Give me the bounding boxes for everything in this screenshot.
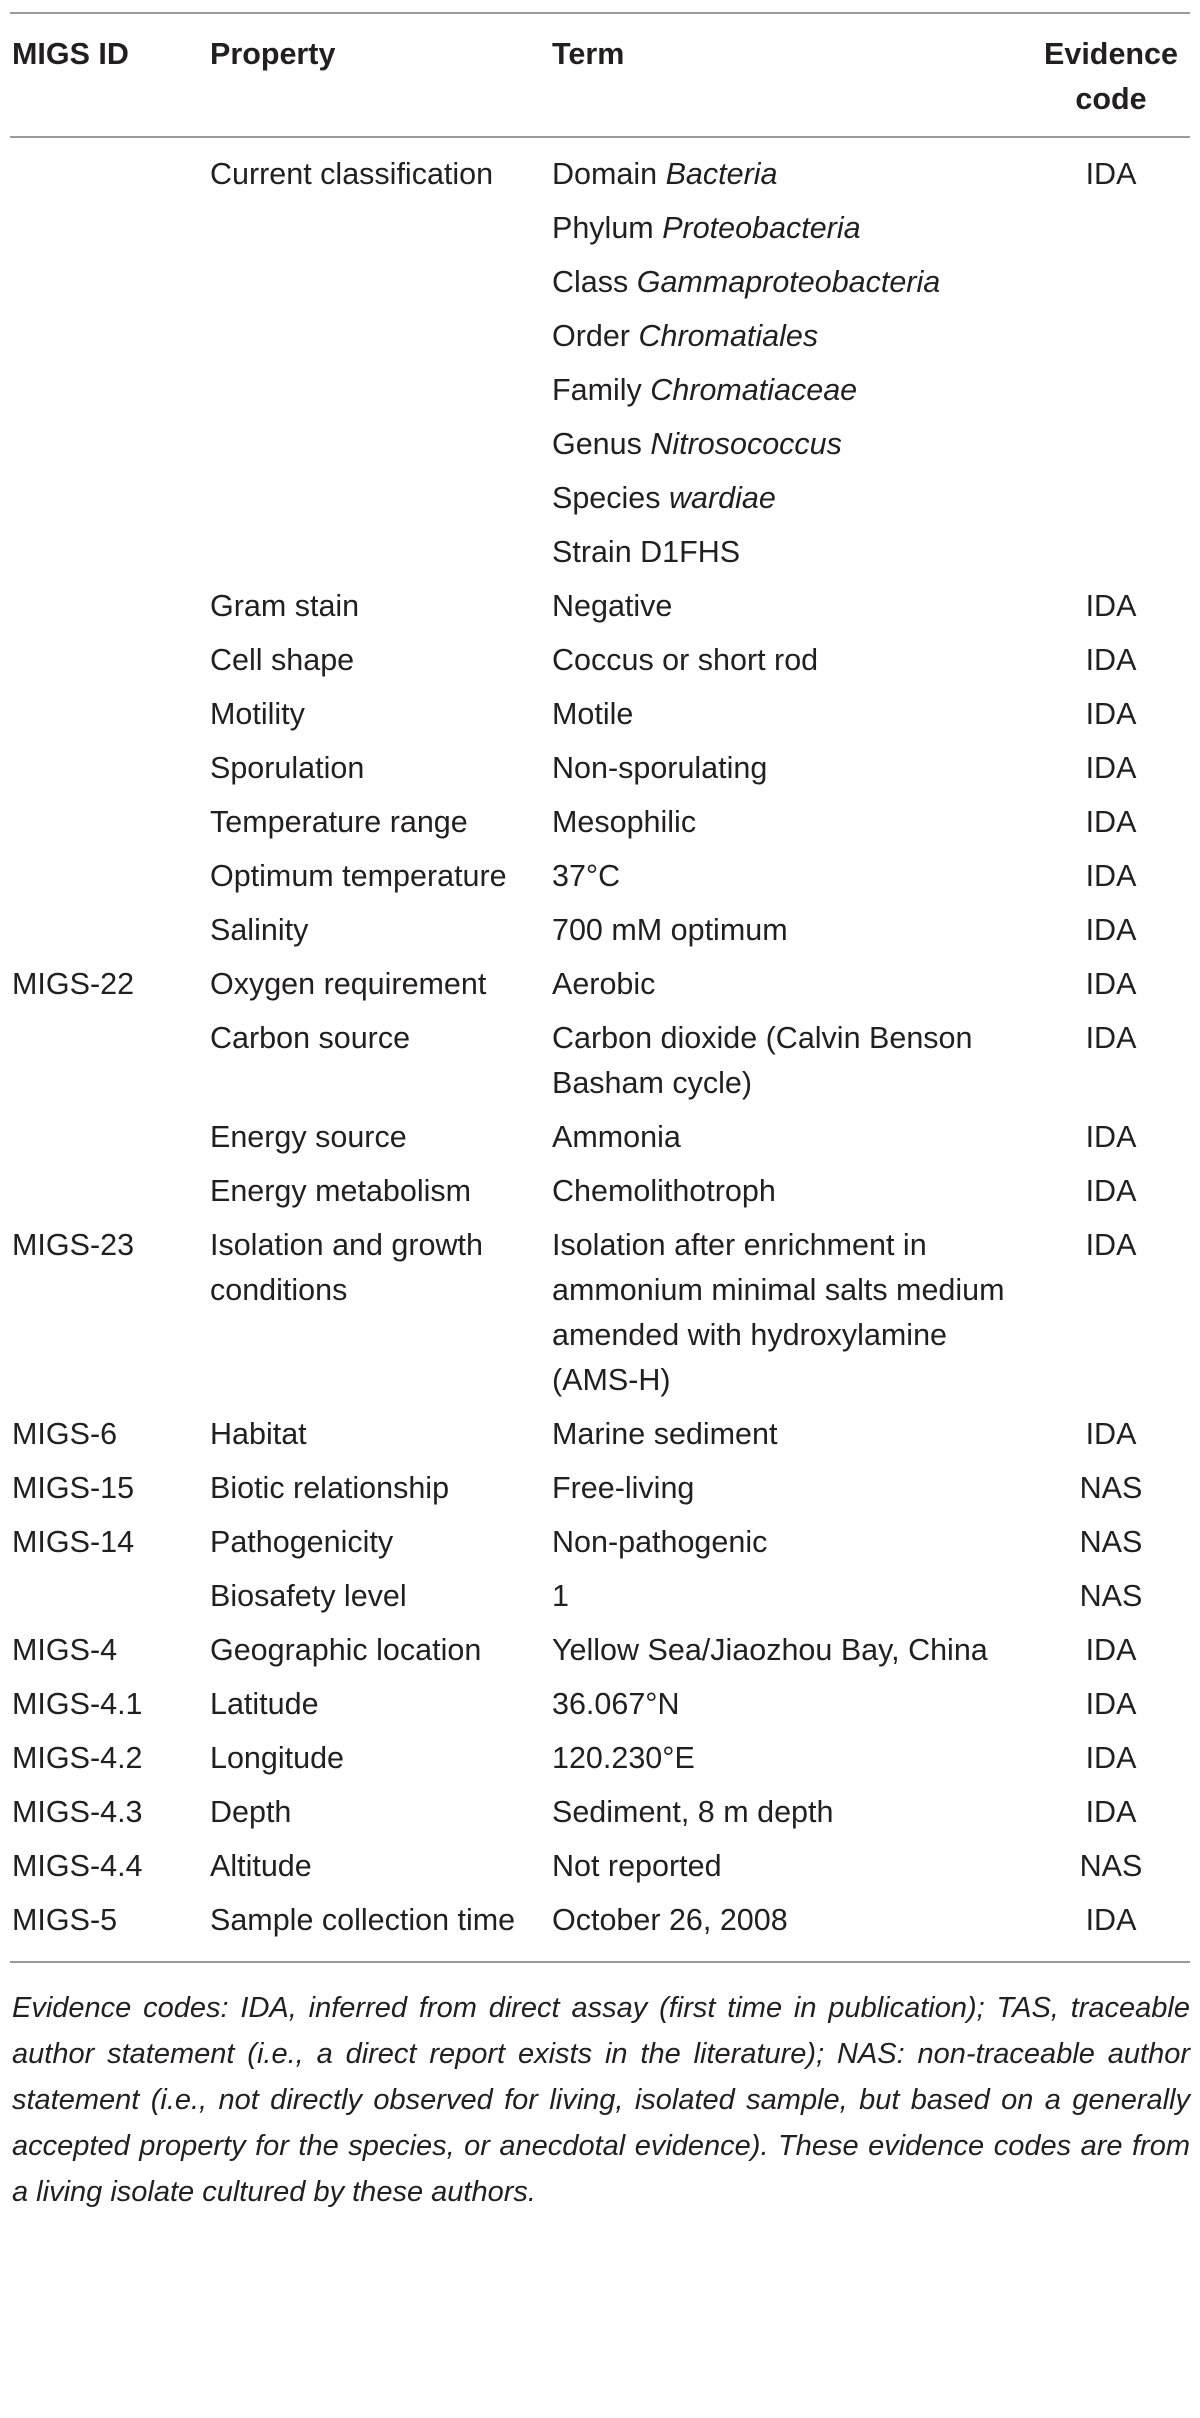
cell-evidence-code xyxy=(1030,260,1190,314)
table-row xyxy=(10,206,1190,260)
table-row xyxy=(10,962,1190,1016)
cell-evidence-code: IDA xyxy=(1085,1174,1137,1208)
term-taxon-name: Chromatiaceae xyxy=(650,373,858,407)
term-text: October 26, 2008 xyxy=(552,1903,788,1937)
term-text: Chemolithotroph xyxy=(552,1174,776,1208)
header-evidence-code: Evidence code xyxy=(1044,37,1178,116)
term-text: Motile xyxy=(552,697,634,731)
cell-term xyxy=(550,1574,1030,1628)
cell-evidence-code: IDA xyxy=(1085,1795,1137,1829)
cell-property: Latitude xyxy=(210,1687,319,1721)
term-taxon-name: Proteobacteria xyxy=(662,211,861,245)
table-row xyxy=(10,1628,1190,1682)
cell-evidence-code: IDA xyxy=(1085,1120,1137,1154)
cell-property: Salinity xyxy=(210,913,309,947)
cell-property: Motility xyxy=(210,697,305,731)
table-row xyxy=(10,746,1190,800)
cell-migs-id xyxy=(10,530,208,584)
cell-property xyxy=(208,260,550,314)
cell-migs-id: MIGS-4.1 xyxy=(12,1687,143,1721)
cell-migs-id xyxy=(10,800,208,854)
cell-property: Gram stain xyxy=(210,589,360,623)
term-text: Family xyxy=(552,373,642,407)
cell-property xyxy=(208,476,550,530)
cell-property: Current classification xyxy=(210,157,494,191)
table-row xyxy=(10,1682,1190,1736)
migs-table xyxy=(10,12,1190,1961)
cell-term xyxy=(550,368,1030,422)
cell-migs-id xyxy=(10,206,208,260)
term-text: Not reported xyxy=(552,1849,722,1883)
cell-term xyxy=(550,1628,1030,1682)
cell-migs-id xyxy=(10,422,208,476)
cell-migs-id: MIGS-5 xyxy=(12,1903,118,1937)
cell-migs-id xyxy=(10,908,208,962)
table-row xyxy=(10,908,1190,962)
cell-term xyxy=(550,1790,1030,1844)
term-text: Non-sporulating xyxy=(552,751,768,785)
cell-evidence-code: IDA xyxy=(1085,1228,1137,1262)
cell-term xyxy=(550,260,1030,314)
cell-evidence-code: NAS xyxy=(1079,1471,1143,1505)
cell-property: Biotic relationship xyxy=(210,1471,450,1505)
cell-migs-id xyxy=(10,476,208,530)
cell-term xyxy=(550,137,1030,206)
cell-term xyxy=(550,1520,1030,1574)
cell-term xyxy=(550,1844,1030,1898)
cell-migs-id xyxy=(10,746,208,800)
term-taxon-name: Bacteria xyxy=(665,157,778,191)
cell-migs-id xyxy=(10,1115,208,1169)
cell-migs-id: MIGS-23 xyxy=(12,1228,135,1262)
cell-migs-id xyxy=(10,638,208,692)
cell-evidence-code: IDA xyxy=(1085,913,1137,947)
cell-property: Carbon source xyxy=(210,1021,411,1055)
term-text: Mesophilic xyxy=(552,805,697,839)
cell-evidence-code: IDA xyxy=(1085,859,1137,893)
cell-term xyxy=(550,854,1030,908)
cell-term xyxy=(550,962,1030,1016)
cell-property: Energy source xyxy=(210,1120,407,1154)
cell-migs-id xyxy=(10,368,208,422)
term-text: Isolation after enrichment in ammonium minimal salts medium amended with hydroxylamine (AMS-H) xyxy=(552,1228,1005,1397)
term-text: Genus xyxy=(552,427,642,461)
cell-evidence-code: NAS xyxy=(1079,1525,1143,1559)
cell-term xyxy=(550,314,1030,368)
cell-migs-id: MIGS-6 xyxy=(12,1417,118,1451)
term-text: Phylum xyxy=(552,211,654,245)
table-row xyxy=(10,368,1190,422)
cell-migs-id xyxy=(10,314,208,368)
table-row xyxy=(10,1169,1190,1223)
cell-term xyxy=(550,638,1030,692)
cell-migs-id: MIGS-14 xyxy=(12,1525,135,1559)
cell-property xyxy=(208,314,550,368)
table-row xyxy=(10,476,1190,530)
cell-migs-id: MIGS-4.3 xyxy=(12,1795,143,1829)
table-row xyxy=(10,314,1190,368)
term-text: Marine sediment xyxy=(552,1417,778,1451)
cell-term xyxy=(550,908,1030,962)
table-row xyxy=(10,1223,1190,1412)
cell-term xyxy=(550,1736,1030,1790)
table-row xyxy=(10,530,1190,584)
footnote: Evidence codes: IDA, inferred from direct assay (first time in publication); TAS, traceable author statement (i.e., a direct report exists in the literature); NAS: non-traceable author statement (i.e., not directly observed for living, isolated sample, but based on a generally accepted property for the species, or anecdotal evidence). These evidence codes are from a living isolate cultured by these authors. xyxy=(10,1961,1190,2215)
cell-term xyxy=(550,1412,1030,1466)
cell-term xyxy=(550,1223,1030,1412)
term-text: Aerobic xyxy=(552,967,656,1001)
cell-migs-id xyxy=(10,260,208,314)
cell-migs-id xyxy=(10,1016,208,1115)
cell-evidence-code xyxy=(1030,206,1190,260)
cell-property xyxy=(208,206,550,260)
cell-migs-id xyxy=(10,1574,208,1628)
cell-migs-id xyxy=(10,1169,208,1223)
cell-evidence-code xyxy=(1030,314,1190,368)
cell-property: Longitude xyxy=(210,1741,344,1775)
cell-evidence-code: IDA xyxy=(1085,1633,1137,1667)
header-migs-id: MIGS ID xyxy=(12,37,129,71)
table-row xyxy=(10,1016,1190,1115)
term-text: Yellow Sea/Jiaozhou Bay, China xyxy=(552,1633,988,1667)
header-row xyxy=(10,13,1190,137)
cell-evidence-code: IDA xyxy=(1085,967,1137,1001)
table-row xyxy=(10,638,1190,692)
term-text: Class xyxy=(552,265,629,299)
cell-property xyxy=(208,422,550,476)
term-taxon-name: Nitrosococcus xyxy=(650,427,842,461)
table-row xyxy=(10,1736,1190,1790)
cell-property: Oxygen requirement xyxy=(210,967,487,1001)
table-row xyxy=(10,1574,1190,1628)
term-text: Coccus or short rod xyxy=(552,643,819,677)
table-row xyxy=(10,1790,1190,1844)
table-row xyxy=(10,137,1190,206)
table-row xyxy=(10,584,1190,638)
cell-evidence-code xyxy=(1030,530,1190,584)
cell-migs-id: MIGS-15 xyxy=(12,1471,135,1505)
cell-evidence-code: IDA xyxy=(1085,751,1137,785)
cell-evidence-code: IDA xyxy=(1085,1417,1137,1451)
cell-term xyxy=(550,584,1030,638)
header-property: Property xyxy=(210,37,336,71)
cell-evidence-code: NAS xyxy=(1079,1579,1143,1613)
cell-migs-id xyxy=(10,692,208,746)
cell-migs-id: MIGS-22 xyxy=(12,967,135,1001)
table-row xyxy=(10,800,1190,854)
cell-term xyxy=(550,746,1030,800)
table-row xyxy=(10,692,1190,746)
term-taxon-name: Gammaproteobacteria xyxy=(636,265,941,299)
cell-migs-id: MIGS-4.2 xyxy=(12,1741,143,1775)
cell-evidence-code xyxy=(1030,368,1190,422)
term-text: Negative xyxy=(552,589,673,623)
cell-evidence-code xyxy=(1030,476,1190,530)
cell-property: Optimum temperature xyxy=(210,859,507,893)
cell-term xyxy=(550,692,1030,746)
table-row xyxy=(10,1844,1190,1898)
term-text: Carbon dioxide (Calvin Benson Basham cycle) xyxy=(552,1021,973,1100)
cell-evidence-code: IDA xyxy=(1085,1903,1137,1937)
cell-property: Geographic location xyxy=(210,1633,482,1667)
table-row xyxy=(10,854,1190,908)
cell-migs-id: MIGS-4 xyxy=(12,1633,118,1667)
table-row xyxy=(10,260,1190,314)
cell-evidence-code: NAS xyxy=(1079,1849,1143,1883)
cell-property: Isolation and growth conditions xyxy=(210,1228,483,1307)
cell-term xyxy=(550,1466,1030,1520)
cell-term xyxy=(550,1898,1030,1961)
cell-property: Energy metabolism xyxy=(210,1174,472,1208)
table-row xyxy=(10,1412,1190,1466)
term-text: 1 xyxy=(552,1579,569,1613)
term-text: 120.230°E xyxy=(552,1741,695,1775)
cell-property: Habitat xyxy=(210,1417,307,1451)
cell-evidence-code: IDA xyxy=(1085,697,1137,731)
term-text: Domain xyxy=(552,157,658,191)
cell-term xyxy=(550,1169,1030,1223)
cell-property: Depth xyxy=(210,1795,292,1829)
table-row xyxy=(10,1466,1190,1520)
cell-property xyxy=(208,368,550,422)
cell-property: Biosafety level xyxy=(210,1579,407,1613)
cell-term xyxy=(550,1016,1030,1115)
term-taxon-name: wardiae xyxy=(669,481,776,515)
cell-term xyxy=(550,800,1030,854)
table-row xyxy=(10,1115,1190,1169)
cell-property: Sample collection time xyxy=(210,1903,516,1937)
cell-property xyxy=(208,530,550,584)
table-row xyxy=(10,1898,1190,1961)
term-text: Sediment, 8 m depth xyxy=(552,1795,834,1829)
cell-property: Pathogenicity xyxy=(210,1525,394,1559)
cell-property: Cell shape xyxy=(210,643,355,677)
term-text: Ammonia xyxy=(552,1120,681,1154)
cell-migs-id xyxy=(10,584,208,638)
term-text: Order xyxy=(552,319,630,353)
cell-evidence-code: IDA xyxy=(1085,805,1137,839)
cell-evidence-code: IDA xyxy=(1085,1687,1137,1721)
cell-term xyxy=(550,476,1030,530)
cell-property: Altitude xyxy=(210,1849,312,1883)
cell-term xyxy=(550,206,1030,260)
cell-term xyxy=(550,1682,1030,1736)
cell-term xyxy=(550,530,1030,584)
table-row xyxy=(10,422,1190,476)
table-header xyxy=(10,13,1190,137)
cell-property: Temperature range xyxy=(210,805,468,839)
cell-evidence-code: IDA xyxy=(1085,1741,1137,1775)
cell-evidence-code: IDA xyxy=(1085,589,1137,623)
term-text: 36.067°N xyxy=(552,1687,680,1721)
cell-evidence-code: IDA xyxy=(1085,157,1137,191)
header-term: Term xyxy=(552,37,625,71)
cell-property: Sporulation xyxy=(210,751,365,785)
term-text: Strain D1FHS xyxy=(552,535,741,569)
term-text: Free-living xyxy=(552,1471,695,1505)
cell-evidence-code xyxy=(1030,422,1190,476)
cell-evidence-code: IDA xyxy=(1085,643,1137,677)
cell-evidence-code: IDA xyxy=(1085,1021,1137,1055)
term-taxon-name: Chromatiales xyxy=(638,319,819,353)
table-row xyxy=(10,1520,1190,1574)
term-text: Non-pathogenic xyxy=(552,1525,768,1559)
table-body xyxy=(10,137,1190,1961)
term-text: Species xyxy=(552,481,661,515)
cell-term xyxy=(550,422,1030,476)
cell-migs-id xyxy=(10,137,208,206)
cell-migs-id: MIGS-4.4 xyxy=(12,1849,143,1883)
cell-migs-id xyxy=(10,854,208,908)
cell-term xyxy=(550,1115,1030,1169)
term-text: 700 mM optimum xyxy=(552,913,788,947)
term-text: 37°C xyxy=(552,859,621,893)
